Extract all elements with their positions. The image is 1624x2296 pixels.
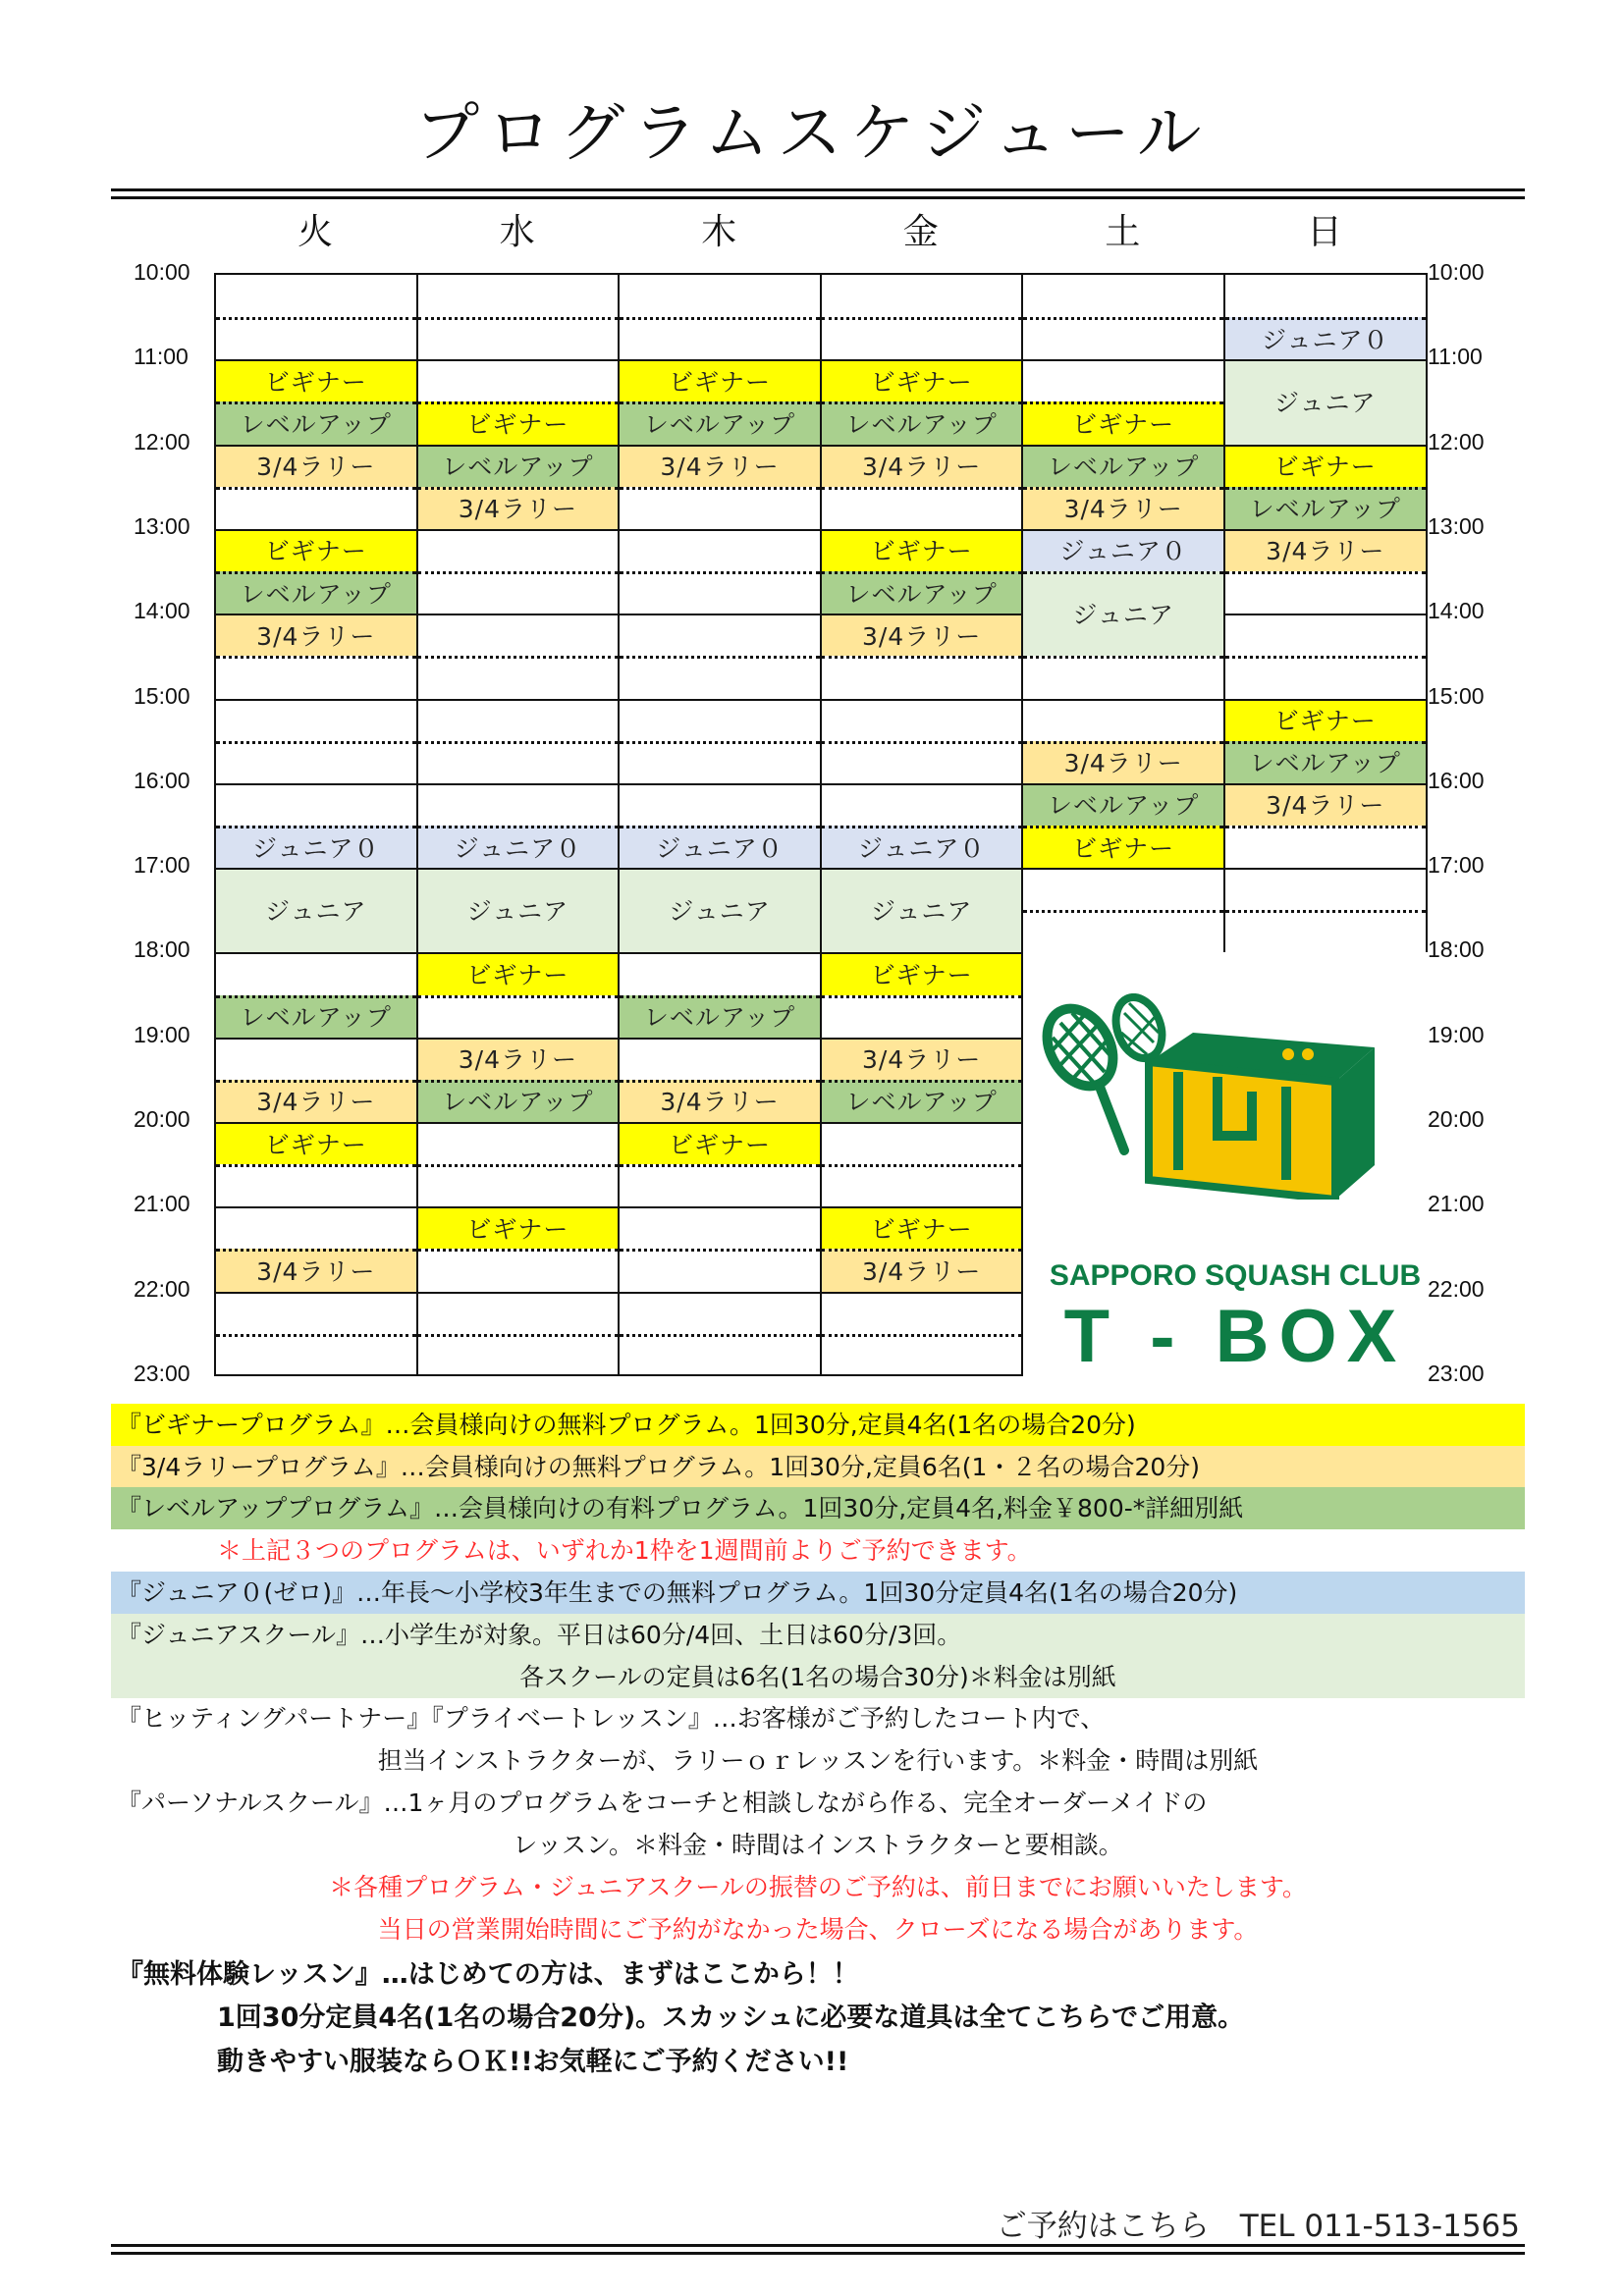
grid-line <box>418 656 619 659</box>
grid-line <box>822 614 1022 615</box>
time-label: 20:00 <box>134 1106 190 1132</box>
note-plain-center: レッスン。＊料金・時間はインストラクターと要相談。 <box>513 1831 1123 1859</box>
grid-line <box>216 1080 416 1083</box>
grid-line <box>216 995 416 998</box>
time-label: 12:00 <box>134 428 190 454</box>
day-column-1 <box>416 273 621 1376</box>
grid-line <box>1225 359 1426 361</box>
grid-line <box>620 1122 820 1124</box>
grid-line <box>822 1249 1022 1252</box>
grid-line <box>1023 656 1223 659</box>
grid-line <box>620 1164 820 1167</box>
day-0: 火 <box>297 212 333 252</box>
time-label: 13:00 <box>134 512 190 539</box>
grid-line <box>620 614 820 615</box>
time-label: 13:00 <box>1428 512 1485 539</box>
grid-line <box>620 868 820 870</box>
note-junior-center: 各スクールの定員は6名(1名の場合30分)＊料金は別紙 <box>111 1656 1525 1698</box>
program-slot-rally[interactable]: 3/4ラリー <box>620 1080 820 1122</box>
day-3: 金 <box>902 212 939 252</box>
program-slot-beginner[interactable]: ビギナー <box>620 359 820 401</box>
grid-line <box>216 952 416 954</box>
grid-line <box>620 1038 820 1040</box>
time-label: 21:00 <box>134 1191 190 1217</box>
program-slot-rally[interactable]: 3/4ラリー <box>418 487 619 529</box>
grid-line <box>216 783 416 785</box>
note-plain: 『パーソナルスクール』…1ヶ月のプログラムをコーチと相談しながら作る、完全オーダーメイドの <box>117 1789 1208 1817</box>
grid-line <box>822 487 1022 490</box>
time-label: 17:00 <box>1428 852 1485 879</box>
grid-line <box>418 826 619 828</box>
grid-line <box>822 401 1022 404</box>
program-slot-beginner[interactable]: ビギナー <box>620 1122 820 1164</box>
box-icon <box>1149 1033 1375 1200</box>
footer-divider-bottom <box>111 2252 1525 2255</box>
grid-line <box>216 1164 416 1167</box>
program-slot-levelup[interactable]: レベルアップ <box>620 995 820 1038</box>
grid-line <box>1225 571 1426 574</box>
program-slot-beginner[interactable]: ビギナー <box>822 359 1022 401</box>
program-slot-levelup[interactable]: レベルアップ <box>1225 741 1426 783</box>
grid-line <box>216 1334 416 1337</box>
grid-line <box>620 1080 820 1083</box>
program-slot-rally[interactable]: 3/4ラリー <box>822 1249 1022 1291</box>
grid-line <box>1225 699 1426 701</box>
note-bold-indent: 動きやすい服装ならＯＫ!!お気軽にご予約ください!! <box>217 2047 849 2077</box>
grid-line <box>418 445 619 447</box>
program-slot-levelup[interactable]: レベルアップ <box>822 401 1022 444</box>
grid-line <box>620 699 820 701</box>
grid-line <box>822 571 1022 574</box>
grid-line <box>620 529 820 531</box>
grid-line <box>620 826 820 828</box>
grid-line <box>216 487 416 490</box>
time-label: 11:00 <box>1428 344 1483 370</box>
program-slot-rally[interactable]: 3/4ラリー <box>822 614 1022 656</box>
grid-line <box>216 1249 416 1252</box>
grid-line <box>1023 868 1223 870</box>
time-label: 18:00 <box>134 936 190 963</box>
note-red: ＊上記３つのプログラムは、いずれか1枠を1週間前よりご予約できます。 <box>217 1536 1032 1565</box>
grid-line <box>216 1292 416 1294</box>
grid-line <box>822 529 1022 531</box>
grid-line <box>1225 826 1426 828</box>
grid-line <box>418 699 619 701</box>
program-slot-beginner[interactable]: ビギナー <box>1023 826 1223 868</box>
program-slot-junior0[interactable]: ジュニア０ <box>418 826 619 868</box>
program-slot-rally[interactable]: 3/4ラリー <box>620 445 820 487</box>
grid-line <box>1023 826 1223 828</box>
program-slot-levelup[interactable]: レベルアップ <box>418 1080 619 1122</box>
program-slot-beginner[interactable]: ビギナー <box>216 359 416 401</box>
grid-line <box>1225 910 1426 913</box>
program-slot-junior[interactable]: ジュニア <box>620 868 820 952</box>
grid-line <box>1225 656 1426 659</box>
program-slot-beginner[interactable]: ビギナー <box>822 952 1022 994</box>
grid-line <box>620 741 820 744</box>
grid-line <box>822 699 1022 701</box>
program-slot-levelup[interactable]: レベルアップ <box>216 571 416 614</box>
grid-line <box>822 1206 1022 1208</box>
grid-line <box>1023 741 1223 744</box>
day-4: 土 <box>1105 212 1141 252</box>
grid-line <box>418 1122 619 1124</box>
program-slot-junior[interactable]: ジュニア <box>418 868 619 952</box>
footer-divider-top <box>111 2244 1525 2247</box>
note-plain: 『ヒッティングパートナー』『プライベートレッスン』…お客様がご予約したコート内で、 <box>117 1704 1106 1733</box>
program-slot-junior[interactable]: ジュニア <box>1225 359 1426 444</box>
program-slot-beginner[interactable]: ビギナー <box>1225 445 1426 487</box>
grid-line <box>418 529 619 531</box>
grid-line <box>418 1080 619 1083</box>
grid-line <box>620 656 820 659</box>
grid-line <box>418 1292 619 1294</box>
grid-line <box>620 317 820 320</box>
note-plain-center: 担当インストラクターが、ラリーｏｒレッスンを行います。＊料金・時間は別紙 <box>377 1746 1259 1775</box>
grid-line <box>620 1249 820 1252</box>
time-label: 17:00 <box>134 852 190 879</box>
note-bold: 『無料体験レッスン』…はじめての方は、まずはここから！！ <box>117 1959 859 1990</box>
grid-line <box>418 741 619 744</box>
time-label: 10:00 <box>134 259 190 285</box>
grid-line <box>1023 445 1223 447</box>
day-1: 水 <box>499 212 535 252</box>
grid-line <box>822 1038 1022 1040</box>
grid-line <box>418 952 619 954</box>
grid-line <box>418 1206 619 1208</box>
grid-line <box>620 1292 820 1294</box>
program-slot-beginner[interactable]: ビギナー <box>822 529 1022 571</box>
time-label: 14:00 <box>1428 598 1485 624</box>
time-label: 16:00 <box>134 767 190 793</box>
program-slot-levelup[interactable]: レベルアップ <box>822 1080 1022 1122</box>
day-column-3 <box>820 273 1024 1376</box>
page-title: プログラムスケジュール <box>414 95 1210 171</box>
time-label: 22:00 <box>1428 1275 1485 1302</box>
note-rally: 『3/4ラリープログラム』…会員様向けの無料プログラム。1回30分,定員6名(1・２名の場合20分) <box>111 1446 1525 1488</box>
grid-line <box>620 359 820 361</box>
grid-line <box>1225 614 1426 615</box>
grid-line <box>216 1038 416 1040</box>
grid-line <box>418 614 619 615</box>
grid-line <box>822 1122 1022 1124</box>
grid-line <box>418 401 619 404</box>
grid-line <box>1023 783 1223 785</box>
grid-line <box>418 359 619 361</box>
grid-line <box>1023 571 1223 574</box>
note-junior0: 『ジュニア０(ゼロ)』…年長～小学校3年生までの無料プログラム。1回30分定員4名(1名の場合20分) <box>111 1572 1525 1614</box>
grid-line <box>418 317 619 320</box>
time-label: 10:00 <box>1428 259 1485 285</box>
grid-line <box>1023 401 1223 404</box>
day-column-4 <box>1021 273 1225 952</box>
brand-name: T - BOX <box>1063 1295 1407 1378</box>
program-slot-rally[interactable]: 3/4ラリー <box>1225 529 1426 571</box>
grid-line <box>1225 317 1426 320</box>
grid-line <box>822 1334 1022 1337</box>
program-slot-beginner[interactable]: ビギナー <box>216 1122 416 1164</box>
program-slot-rally[interactable]: 3/4ラリー <box>216 1249 416 1291</box>
program-slot-junior0[interactable]: ジュニア０ <box>1023 529 1223 571</box>
program-slot-levelup[interactable]: レベルアップ <box>418 445 619 487</box>
program-slot-junior0[interactable]: ジュニア０ <box>620 826 820 868</box>
program-slot-levelup[interactable]: レベルアップ <box>620 401 820 444</box>
grid-line <box>418 487 619 490</box>
grid-line <box>620 487 820 490</box>
time-label: 23:00 <box>134 1360 190 1386</box>
program-slot-beginner[interactable]: ビギナー <box>1023 401 1223 444</box>
grid-line <box>1225 487 1426 490</box>
grid-line <box>822 317 1022 320</box>
program-slot-beginner[interactable]: ビギナー <box>216 529 416 571</box>
note-red-center: 当日の営業開始時間にご予約がなかった場合、クローズになる場合があります。 <box>377 1915 1259 1944</box>
grid-line <box>822 952 1022 954</box>
program-slot-rally[interactable]: 3/4ラリー <box>822 445 1022 487</box>
program-slot-rally[interactable]: 3/4ラリー <box>216 445 416 487</box>
program-slot-junior[interactable]: ジュニア <box>822 868 1022 952</box>
time-label: 12:00 <box>1428 428 1485 454</box>
grid-line <box>620 401 820 404</box>
grid-line <box>1023 317 1223 320</box>
program-slot-junior[interactable]: ジュニア <box>216 868 416 952</box>
note-bold-indent: 1回30分定員4名(1名の場合20分)。スカッシュに必要な道具は全てこちらでご用意。 <box>217 2002 1245 2033</box>
grid-line <box>418 1038 619 1040</box>
grid-line <box>620 1334 820 1337</box>
time-label: 11:00 <box>134 344 189 370</box>
grid-line <box>1023 529 1223 531</box>
grid-line <box>1023 359 1223 361</box>
program-slot-levelup[interactable]: レベルアップ <box>822 571 1022 614</box>
program-slot-levelup[interactable]: レベルアップ <box>1023 783 1223 826</box>
grid-line <box>418 1249 619 1252</box>
grid-line <box>1225 868 1426 870</box>
grid-line <box>822 783 1022 785</box>
title-divider-bottom <box>111 196 1525 199</box>
program-slot-beginner[interactable]: ビギナー <box>418 1206 619 1249</box>
grid-line <box>216 699 416 701</box>
program-slot-beginner[interactable]: ビギナー <box>822 1206 1022 1249</box>
grid-line <box>1225 783 1426 785</box>
grid-line <box>822 995 1022 998</box>
grid-line <box>418 1334 619 1337</box>
time-label: 19:00 <box>134 1021 190 1047</box>
note-beginner: 『ビギナープログラム』…会員様向けの無料プログラム。1回30分,定員4名(1名の場合20分) <box>111 1404 1525 1446</box>
grid-line <box>418 995 619 998</box>
grid-line <box>216 401 416 404</box>
note-junior: 『ジュニアスクール』…小学生が対象。平日は60分/4回、土日は60分/3回。 <box>111 1614 1525 1656</box>
program-slot-rally[interactable]: 3/4ラリー <box>1023 741 1223 783</box>
grid-line <box>1225 529 1426 531</box>
grid-line <box>216 741 416 744</box>
grid-line <box>1023 910 1223 913</box>
grid-line <box>822 826 1022 828</box>
grid-line <box>620 445 820 447</box>
program-slot-levelup[interactable]: レベルアップ <box>1023 445 1223 487</box>
time-label: 23:00 <box>1428 1360 1485 1386</box>
grid-line <box>216 359 416 361</box>
grid-line <box>822 656 1022 659</box>
program-slot-levelup[interactable]: レベルアップ <box>216 995 416 1038</box>
club-name: SAPPORO SQUASH CLUB <box>1049 1259 1422 1292</box>
program-slot-beginner[interactable]: ビギナー <box>418 401 619 444</box>
program-slot-rally[interactable]: 3/4ラリー <box>418 1038 619 1080</box>
time-label: 21:00 <box>1428 1191 1485 1217</box>
program-slot-rally[interactable]: 3/4ラリー <box>1023 487 1223 529</box>
grid-line <box>620 952 820 954</box>
program-slot-junior0[interactable]: ジュニア０ <box>216 826 416 868</box>
grid-line <box>1225 741 1426 744</box>
day-column-0 <box>214 273 418 1376</box>
grid-line <box>418 1164 619 1167</box>
grid-line <box>418 783 619 785</box>
time-label: 22:00 <box>134 1275 190 1302</box>
grid-line <box>216 868 416 870</box>
contact-line: ご予約はこちら TEL 011-513-1565 <box>996 2209 1520 2244</box>
grid-line <box>822 868 1022 870</box>
day-2: 木 <box>701 212 737 252</box>
time-label: 15:00 <box>134 682 190 709</box>
program-slot-levelup[interactable]: レベルアップ <box>1225 487 1426 529</box>
grid-line <box>216 445 416 447</box>
program-slot-junior0[interactable]: ジュニア０ <box>822 826 1022 868</box>
grid-line <box>216 1122 416 1124</box>
grid-line <box>822 359 1022 361</box>
grid-line <box>1225 445 1426 447</box>
title-divider-top <box>111 188 1525 191</box>
grid-line <box>822 1292 1022 1294</box>
grid-line <box>418 868 619 870</box>
program-slot-rally[interactable]: 3/4ラリー <box>1225 783 1426 826</box>
grid-line <box>822 741 1022 744</box>
grid-line <box>1023 487 1223 490</box>
program-slot-levelup[interactable]: レベルアップ <box>216 401 416 444</box>
note-red-center: ＊各種プログラム・ジュニアスクールの振替のご予約は、前日までにお願いいたします。 <box>329 1873 1307 1901</box>
grid-line <box>216 826 416 828</box>
time-label: 19:00 <box>1428 1021 1485 1047</box>
grid-line <box>418 571 619 574</box>
time-label: 14:00 <box>134 598 190 624</box>
grid-line <box>620 1206 820 1208</box>
note-levelup: 『レベルアッププログラム』…会員様向けの有料プログラム。1回30分,定員4名,料金￥800-*詳細別紙 <box>111 1487 1525 1529</box>
program-slot-rally[interactable]: 3/4ラリー <box>216 614 416 656</box>
time-label: 16:00 <box>1428 767 1485 793</box>
grid-line <box>216 529 416 531</box>
grid-line <box>1023 699 1223 701</box>
grid-line <box>216 571 416 574</box>
grid-line <box>216 1206 416 1208</box>
grid-line <box>216 317 416 320</box>
tbox-logo <box>1031 993 1424 1200</box>
program-slot-rally[interactable]: 3/4ラリー <box>822 1038 1022 1080</box>
program-slot-beginner[interactable]: ビギナー <box>1225 699 1426 741</box>
grid-line <box>620 571 820 574</box>
day-column-5 <box>1223 273 1428 952</box>
program-slot-beginner[interactable]: ビギナー <box>418 952 619 994</box>
grid-line <box>822 1080 1022 1083</box>
time-label: 20:00 <box>1428 1106 1485 1132</box>
program-slot-junior0[interactable]: ジュニア０ <box>1225 317 1426 359</box>
time-label: 18:00 <box>1428 936 1485 963</box>
grid-line <box>620 783 820 785</box>
program-slot-rally[interactable]: 3/4ラリー <box>216 1080 416 1122</box>
grid-line <box>620 995 820 998</box>
grid-line <box>216 656 416 659</box>
day-5: 日 <box>1306 212 1342 252</box>
grid-line <box>822 1164 1022 1167</box>
grid-line <box>216 614 416 615</box>
day-column-2 <box>618 273 822 1376</box>
grid-line <box>822 445 1022 447</box>
time-label: 15:00 <box>1428 682 1485 709</box>
program-slot-junior[interactable]: ジュニア <box>1023 571 1223 656</box>
